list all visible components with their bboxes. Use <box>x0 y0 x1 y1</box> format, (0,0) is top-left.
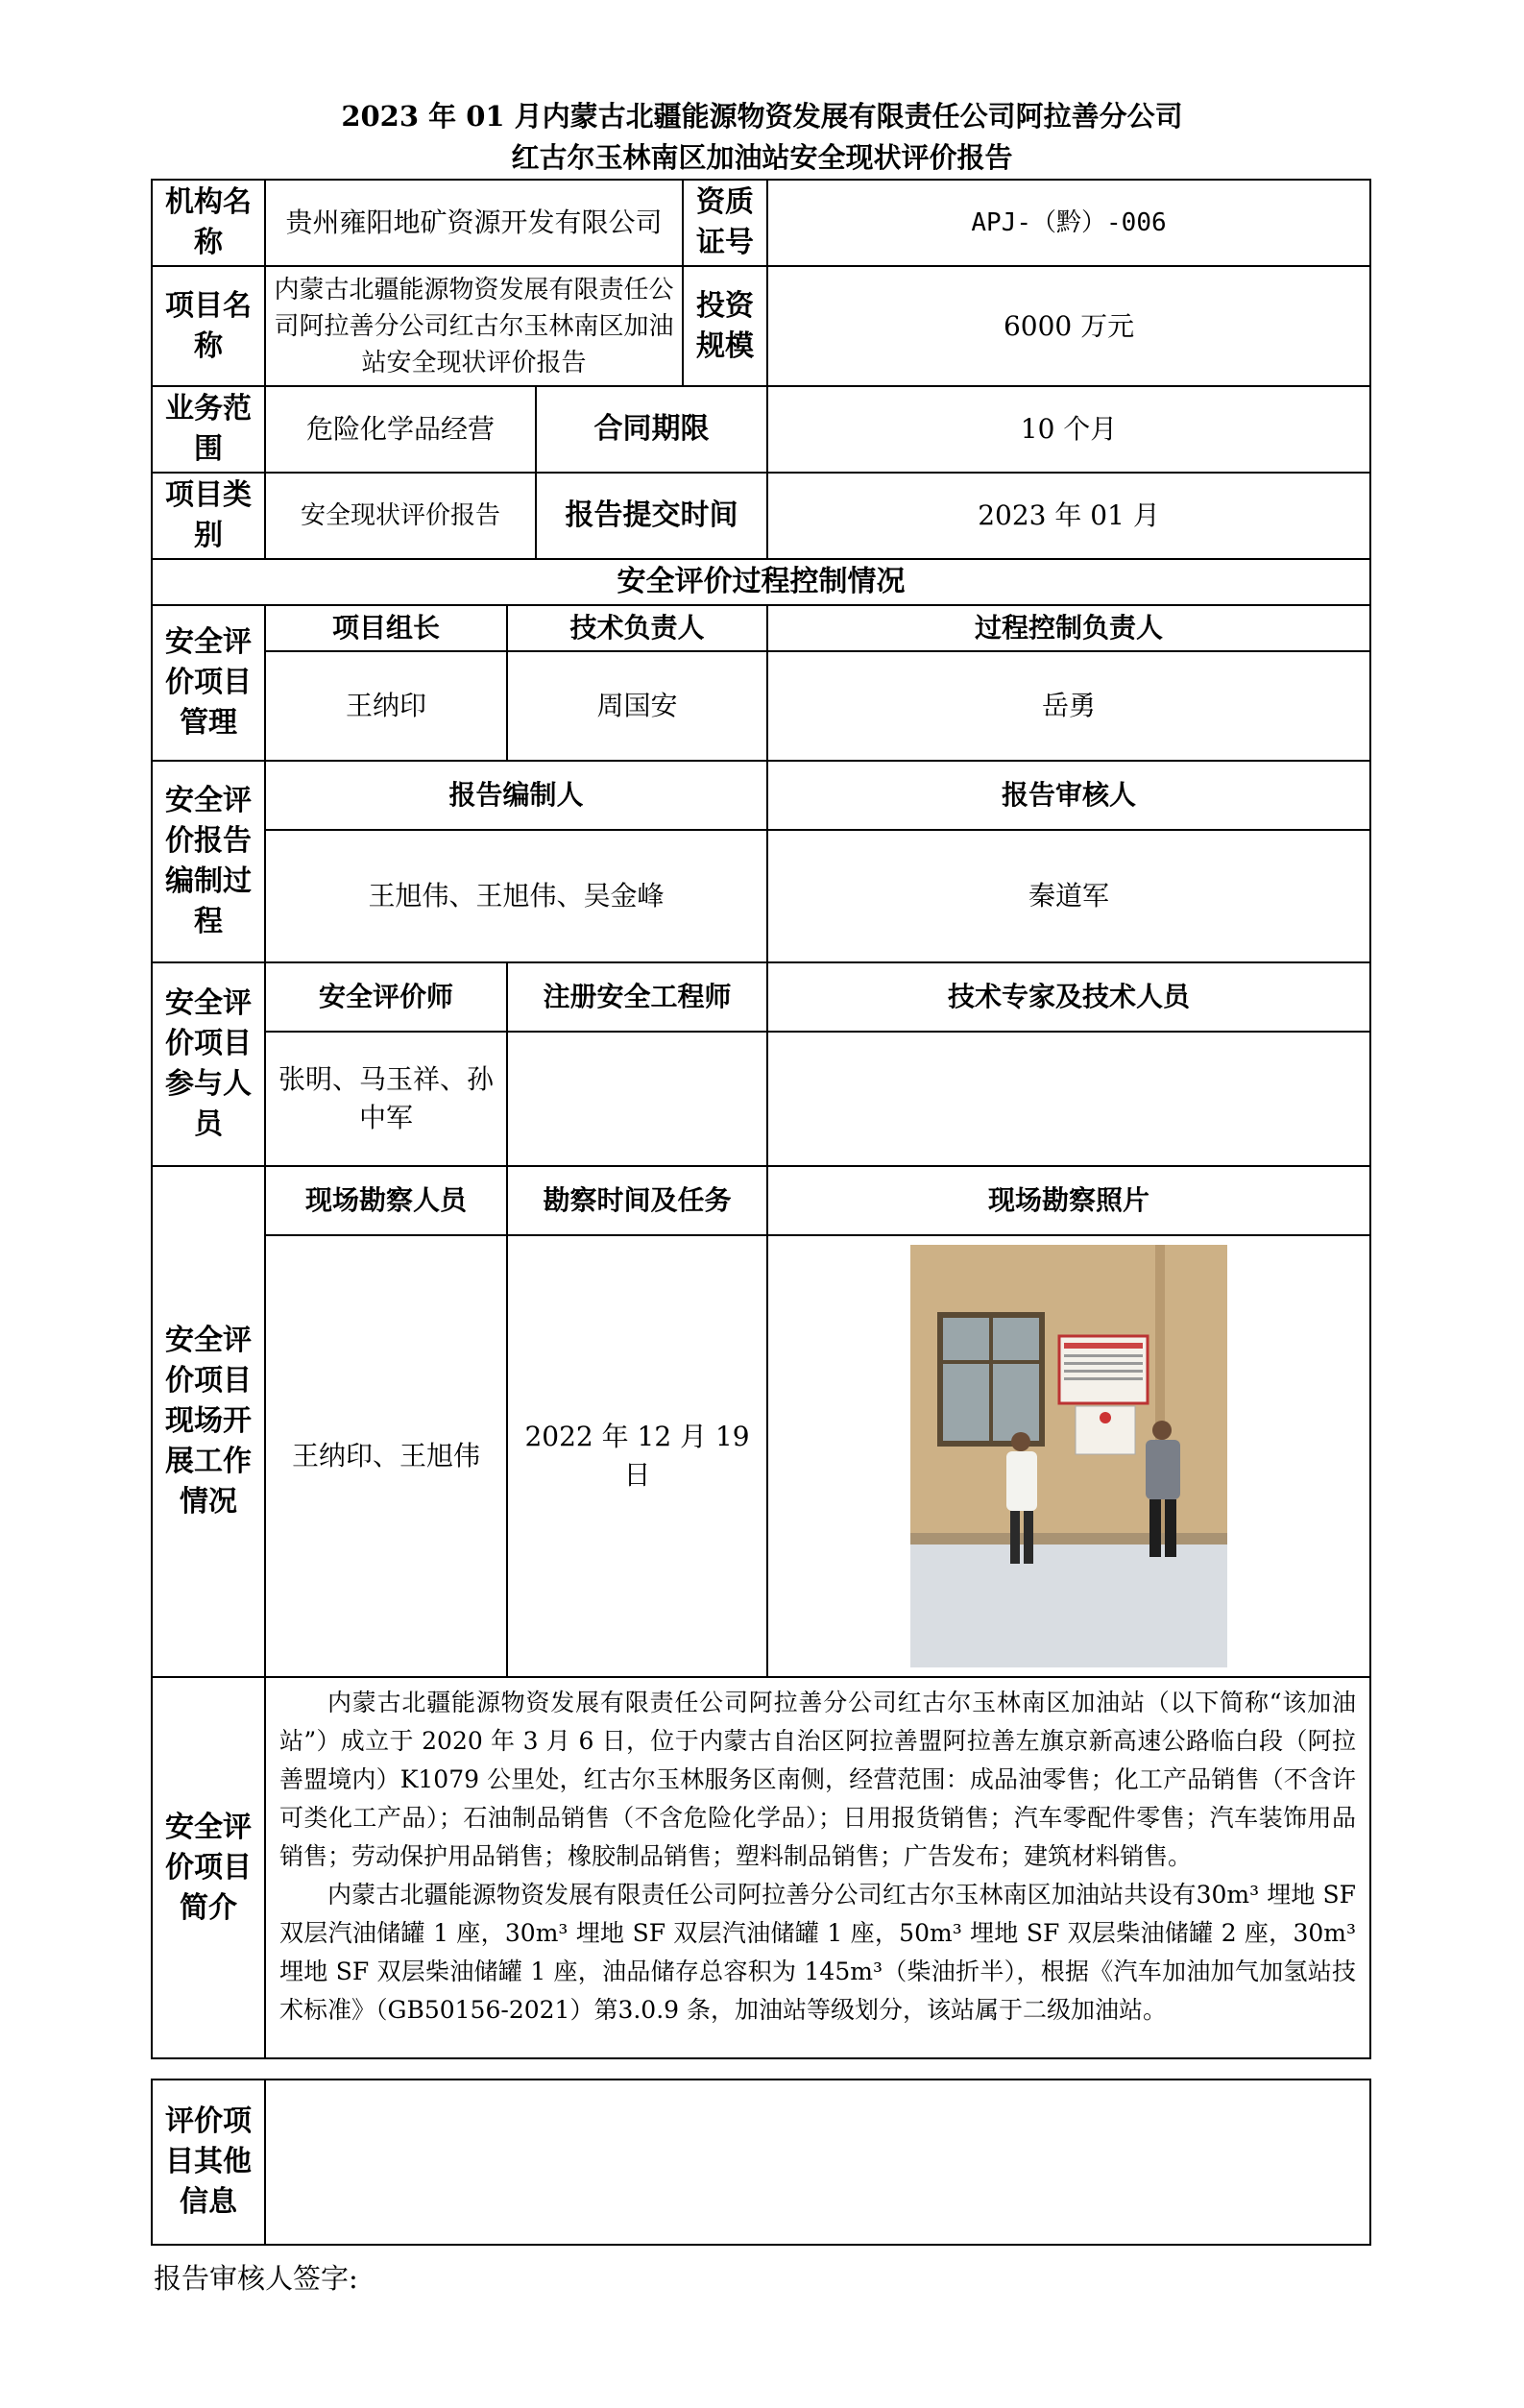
report-reviewer-header: 报告审核人 <box>767 761 1370 830</box>
process-lead-header: 过程控制负责人 <box>767 605 1370 651</box>
document-title-line2: 红古尔玉林南区加油站安全现状评价报告 <box>511 141 1013 174</box>
business-scope-value: 危险化学品经营 <box>265 386 536 473</box>
business-scope-label: 业务范围 <box>152 386 265 473</box>
cert-no-value: APJ-（黔）-006 <box>767 180 1370 266</box>
project-name-value: 内蒙古北疆能源物资发展有限责任公司阿拉善分公司红古尔玉林南区加油站安全现状评价报告 <box>265 266 683 386</box>
submit-time-label: 报告提交时间 <box>536 473 767 559</box>
contract-period-value: 10 个月 <box>767 386 1370 473</box>
tech-lead-header: 技术负责人 <box>507 605 767 651</box>
project-mgmt-label: 安全评价项目管理 <box>152 605 265 761</box>
team-leader-header: 项目组长 <box>265 605 507 651</box>
participants-label: 安全评价项目参与人员 <box>152 962 265 1166</box>
site-staff-value: 王纳印、王旭伟 <box>265 1235 507 1677</box>
intro-paragraph-2: 内蒙古北疆能源物资发展有限责任公司阿拉善分公司红古尔玉林南区加油站共设有30m³ 埋地 SF 双层汽油储罐 1 座，30m³ 埋地 SF 双层汽油储罐 1 座，50m³ 埋地 SF 双层柴油储罐 2 座，30m³ 埋地 SF 双层柴油储罐 1 座，油品储存总容积为 145m³（柴油折半），根据《汽车加油加气加氢站技术标准》（GB50156-2021）第3.0.9 条，加油站等级划分，该站属于二级加油站。 <box>279 1881 1357 2024</box>
site-survey-photo <box>910 1245 1227 1667</box>
cert-no-label: 资质证号 <box>683 180 767 266</box>
submit-time-value: 2023 年 01 月 <box>767 473 1370 559</box>
investment-label: 投资规模 <box>683 266 767 386</box>
other-info-label: 评价项目其他信息 <box>152 2080 265 2245</box>
survey-time-value: 2022 年 12 月 19 日 <box>507 1235 767 1677</box>
process-control-heading: 安全评价过程控制情况 <box>152 559 1370 605</box>
project-type-value: 安全现状评价报告 <box>265 473 536 559</box>
intro-text <box>265 1677 1370 2058</box>
report-author-value: 王旭伟、王旭伟、吴金峰 <box>265 830 767 962</box>
team-leader-value: 王纳印 <box>265 651 507 761</box>
other-info-table <box>151 2079 1371 2246</box>
site-photo-cell <box>767 1235 1370 1677</box>
experts-header: 技术专家及技术人员 <box>767 962 1370 1032</box>
reviewer-signature-label: 报告审核人签字: <box>154 2262 358 2295</box>
reg-engineer-header: 注册安全工程师 <box>507 962 767 1032</box>
site-staff-header: 现场勘察人员 <box>265 1166 507 1235</box>
survey-time-header: 勘察时间及任务 <box>507 1166 767 1235</box>
project-name-label: 项目名称 <box>152 266 265 386</box>
org-name-value: 贵州雍阳地矿资源开发有限公司 <box>265 180 683 266</box>
site-work-label: 安全评价项目现场开展工作情况 <box>152 1166 265 1677</box>
report-process-label: 安全评价报告编制过程 <box>152 761 265 962</box>
tech-lead-value: 周国安 <box>507 651 767 761</box>
project-type-label: 项目类别 <box>152 473 265 559</box>
reg-engineer-value <box>507 1032 767 1166</box>
intro-paragraph-1: 内蒙古北疆能源物资发展有限责任公司阿拉善分公司红古尔玉林南区加油站（以下简称“该加油站”）成立于 2020 年 3 月 6 日，位于内蒙古自治区阿拉善盟阿拉善左旗京新高速公路临白段（阿拉善盟境内）K1079 公里处，红古尔玉林服务区南侧，经营范围：成品油零售；化工产品销售（不含许可类化工产品）；石油制品销售（不含危险化学品）；日用报货销售；汽车零配件零售；汽车装饰用品销售；劳动保护用品销售；橡胶制品销售；塑料制品销售；广告发布；建筑材料销售。 <box>279 1689 1357 1870</box>
investment-value: 6000 万元 <box>767 266 1370 386</box>
document-title-line1: 2023 年 01 月内蒙古北疆能源物资发展有限责任公司阿拉善分公司 <box>341 100 1183 133</box>
evaluator-value: 张明、马玉祥、孙中军 <box>265 1032 507 1166</box>
report-reviewer-value: 秦道军 <box>767 830 1370 962</box>
site-photo-header: 现场勘察照片 <box>767 1166 1370 1235</box>
process-lead-value: 岳勇 <box>767 651 1370 761</box>
evaluation-info-table <box>151 179 1371 2059</box>
other-info-value <box>265 2080 1370 2245</box>
evaluator-header: 安全评价师 <box>265 962 507 1032</box>
experts-value <box>767 1032 1370 1166</box>
org-name-label: 机构名称 <box>152 180 265 266</box>
intro-label: 安全评价项目简介 <box>152 1677 265 2058</box>
contract-period-label: 合同期限 <box>536 386 767 473</box>
report-author-header: 报告编制人 <box>265 761 767 830</box>
